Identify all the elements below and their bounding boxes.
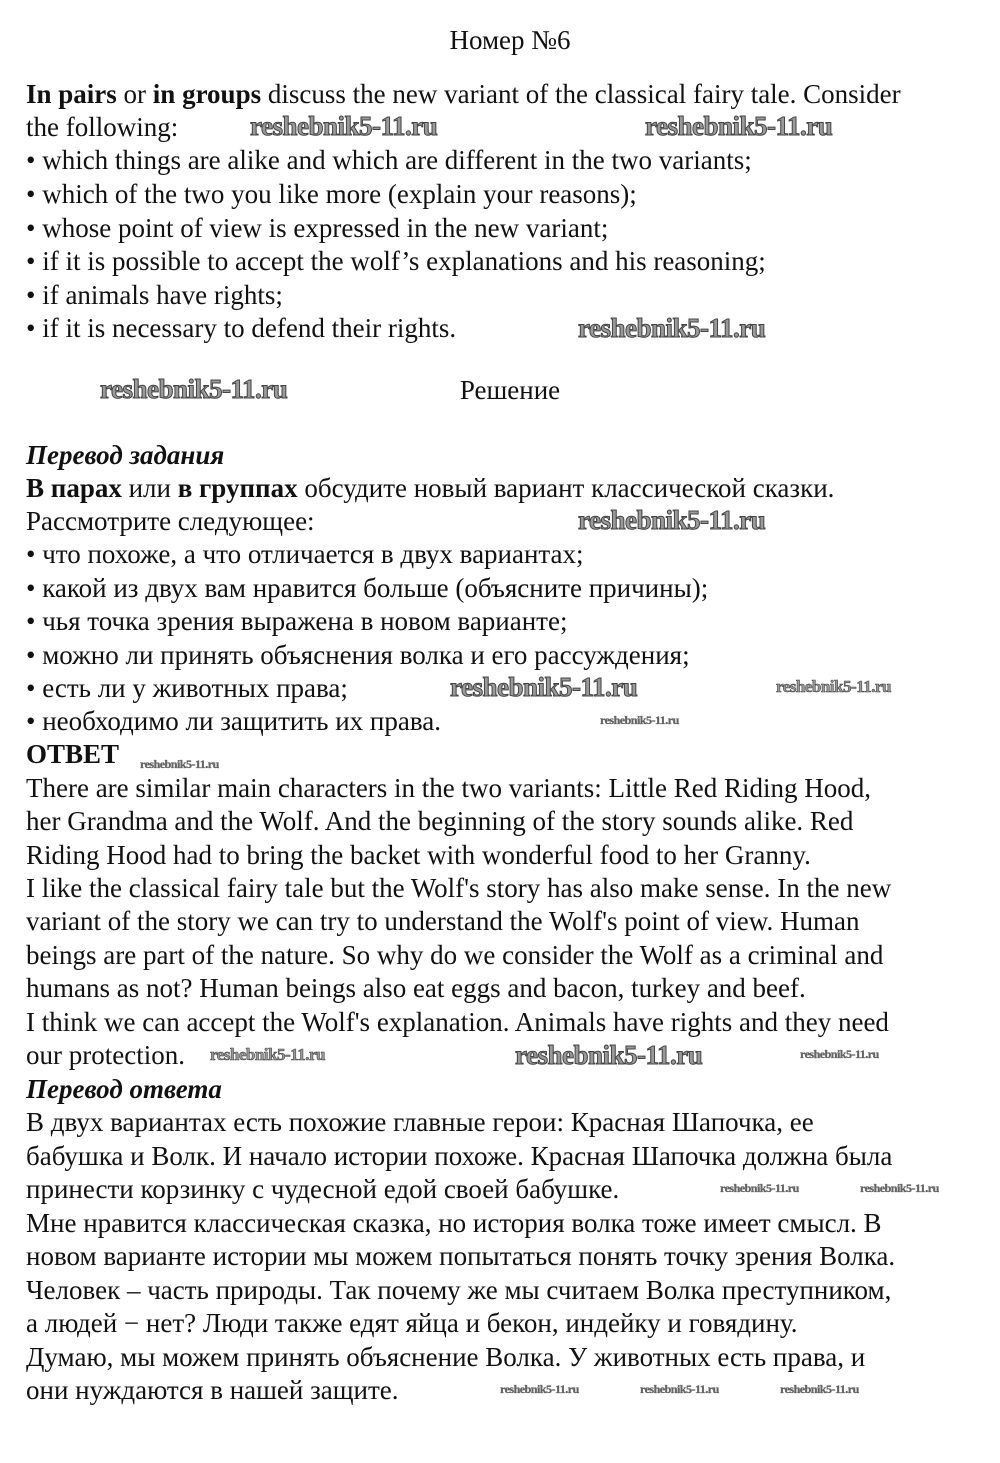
text-segment: • if it is possible to accept the wolf’s explanations and his reasoning; bbox=[26, 246, 766, 276]
bold-text: ОТВЕТ bbox=[26, 739, 120, 769]
text-line bbox=[26, 311, 456, 345]
bold-text: In pairs bbox=[26, 79, 117, 109]
text-segment: Номер №6 bbox=[449, 25, 571, 55]
text-segment: variant of the story we can try to understand the Wolf's point of view. Human bbox=[26, 906, 860, 936]
bold-text: В парах bbox=[26, 473, 122, 503]
text-line bbox=[26, 1340, 865, 1374]
text-line bbox=[26, 1206, 882, 1240]
watermark: reshebnik5-11.ru bbox=[500, 1382, 579, 1396]
text-line bbox=[26, 504, 315, 538]
text-line bbox=[26, 537, 584, 571]
watermark: reshebnik5-11.ru bbox=[720, 1181, 799, 1195]
text-segment: beings are part of the nature. So why do we consider the Wolf as a criminal and bbox=[26, 940, 884, 970]
text-line bbox=[26, 211, 608, 245]
bold-text: Перевод задания bbox=[26, 440, 225, 470]
text-line bbox=[26, 771, 871, 805]
text-line bbox=[26, 177, 637, 211]
text-line bbox=[26, 278, 283, 312]
text-line bbox=[26, 1139, 892, 1173]
text-line bbox=[26, 1005, 889, 1039]
text-line bbox=[26, 1172, 619, 1206]
text-line bbox=[26, 471, 834, 505]
text-segment: Человек – часть природы. Так почему же мы считаем Волка преступником, bbox=[26, 1275, 892, 1305]
text-line bbox=[26, 1072, 222, 1106]
text-line bbox=[26, 438, 224, 472]
watermark: reshebnik5-11.ru bbox=[210, 1045, 325, 1064]
text-line bbox=[26, 838, 811, 872]
text-segment: • if animals have rights; bbox=[26, 280, 283, 310]
text-segment: • which of the two you like more (explain your reasons); bbox=[26, 179, 637, 209]
text-segment: Думаю, мы можем принять объяснение Волка. У животных есть права, и bbox=[26, 1342, 866, 1372]
text-line bbox=[26, 1105, 814, 1139]
text-segment: I like the classical fairy tale but the Wolf's story has also make sense. In the new bbox=[26, 873, 892, 903]
watermark: reshebnik5-11.ru bbox=[450, 672, 638, 702]
text-segment: • which things are alike and which are different in the two variants; bbox=[26, 145, 752, 175]
text-segment: или bbox=[121, 473, 178, 503]
text-segment: Riding Hood had to bring the backet with wonderful food to her Granny. bbox=[26, 840, 811, 870]
watermark: reshebnik5-11.ru bbox=[100, 374, 288, 404]
text-segment: они нуждаются в нашей защите. bbox=[26, 1375, 399, 1405]
watermark: reshebnik5-11.ru bbox=[578, 313, 766, 343]
watermark: reshebnik5-11.ru bbox=[800, 1047, 879, 1061]
watermark: reshebnik5-11.ru bbox=[515, 1040, 703, 1070]
watermark: reshebnik5-11.ru bbox=[250, 111, 438, 141]
text-segment: or bbox=[116, 79, 153, 109]
text-segment: а людей − нет? Люди также едят яйца и бекон, индейку и говядину. bbox=[26, 1308, 798, 1338]
text-line bbox=[26, 1273, 891, 1307]
text-segment: В двух вариантах есть похожие главные герои: Красная Шапочка, ее bbox=[26, 1107, 814, 1137]
text-segment: • какой из двух вам нравится больше (объясните причины); bbox=[26, 573, 709, 603]
watermark: reshebnik5-11.ru bbox=[776, 677, 891, 696]
heading bbox=[0, 23, 1000, 57]
text-line bbox=[26, 244, 766, 278]
text-segment: Рассмотрите следующее: bbox=[26, 506, 315, 536]
watermark: reshebnik5-11.ru bbox=[578, 505, 766, 535]
text-line bbox=[26, 143, 752, 177]
text-segment: • чья точка зрения выражена в новом варианте; bbox=[26, 606, 568, 636]
text-segment: • if it is necessary to defend their rights. bbox=[26, 313, 457, 343]
text-segment: the following: bbox=[26, 112, 179, 142]
text-line bbox=[26, 1306, 797, 1340]
watermark: reshebnik5-11.ru bbox=[645, 111, 833, 141]
text-segment: новом варианте истории мы можем попытаться понять точку зрения Волка. bbox=[26, 1241, 896, 1271]
text-segment: • whose point of view is expressed in the new variant; bbox=[26, 213, 609, 243]
text-segment: Мне нравится классическая сказка, но история волка тоже имеет смысл. В bbox=[26, 1208, 882, 1238]
bold-text: Перевод ответа bbox=[26, 1074, 222, 1104]
text-segment: Решение bbox=[459, 375, 561, 405]
text-line bbox=[26, 938, 883, 972]
text-segment: принести корзинку с чудесной едой своей бабушке. bbox=[26, 1174, 620, 1204]
text-segment: her Grandma and the Wolf. And the beginning of the story sounds alike. Red bbox=[26, 806, 854, 836]
bold-text: в группах bbox=[177, 473, 298, 503]
text-line bbox=[26, 1373, 399, 1407]
text-line bbox=[26, 871, 891, 905]
text-segment: discuss the new variant of the classical fairy tale. Consider bbox=[261, 79, 901, 109]
text-line bbox=[26, 971, 806, 1005]
text-line bbox=[26, 77, 901, 111]
bold-text: in groups bbox=[152, 79, 262, 109]
text-line bbox=[26, 571, 708, 605]
text-line bbox=[26, 1038, 185, 1072]
text-segment: бабушка и Волк. И начало истории похоже. Красная Шапочка должна была bbox=[26, 1141, 893, 1171]
text-line bbox=[26, 737, 119, 771]
text-line bbox=[26, 804, 853, 838]
text-line bbox=[26, 638, 690, 672]
text-line bbox=[26, 704, 441, 738]
text-segment: I think we can accept the Wolf's explanation. Animals have rights and they need bbox=[26, 1007, 889, 1037]
watermark: reshebnik5-11.ru bbox=[140, 757, 219, 771]
text-segment: • что похоже, а что отличается в двух вариантах; bbox=[26, 539, 584, 569]
watermark: reshebnik5-11.ru bbox=[780, 1382, 859, 1396]
watermark: reshebnik5-11.ru bbox=[600, 713, 679, 727]
watermark: reshebnik5-11.ru bbox=[640, 1382, 719, 1396]
text-line bbox=[26, 1239, 895, 1273]
text-segment: • можно ли принять объяснения волка и его рассуждения; bbox=[26, 640, 690, 670]
text-segment: humans as not? Human beings also eat eggs and bacon, turkey and beef. bbox=[26, 973, 806, 1003]
text-segment: There are similar main characters in the two variants: Little Red Riding Hood, bbox=[26, 773, 871, 803]
text-line bbox=[26, 110, 178, 144]
text-segment: обсудите новый вариант классической сказки. bbox=[297, 473, 835, 503]
text-segment: • есть ли у животных права; bbox=[26, 673, 348, 703]
text-segment: our protection. bbox=[26, 1040, 185, 1070]
text-line bbox=[26, 904, 860, 938]
text-line bbox=[26, 604, 567, 638]
text-segment: • необходимо ли защитить их права. bbox=[26, 706, 441, 736]
text-line bbox=[26, 671, 348, 705]
watermark: reshebnik5-11.ru bbox=[860, 1181, 939, 1195]
